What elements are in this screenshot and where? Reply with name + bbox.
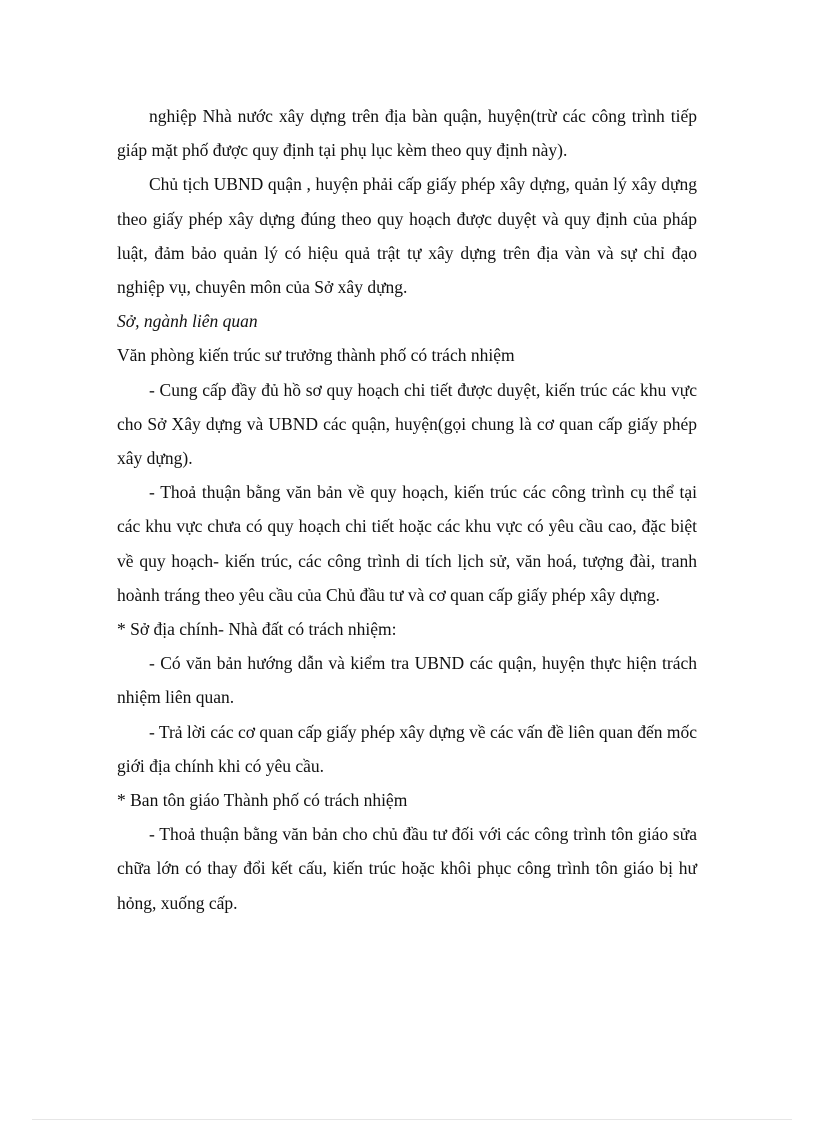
item-guide-and-inspect: - Có văn bản hướng dẫn và kiểm tra UBND các quận, huyện thực hiện trách nhiệm liên quan. xyxy=(117,653,697,708)
paragraph-district-chair-duties: Chủ tịch UBND quận , huyện phải cấp giấy phép xây dựng, quản lý xây dựng theo giấy phép xây dựng đúng theo quy hoạch được duyệt và quy định của pháp luật, đảm bảo quản lý có hiệu quả trật tự xây dựng trên địa vàn và sự chỉ đạo nghiệp vụ, chuyên môn của Sở xây dựng. xyxy=(117,174,697,298)
section-heading-related-agencies: Sở, ngành liên quan xyxy=(117,311,258,332)
heading-land-department: * Sở địa chính- Nhà đất có trách nhiệm: xyxy=(117,619,397,640)
document-body xyxy=(117,99,697,920)
paragraph-enterprise-scope: nghiệp Nhà nước xây dựng trên địa bàn quận, huyện(trừ các công trình tiếp giáp mặt phố được quy định tại phụ lục kèm theo quy định này). xyxy=(117,106,697,161)
item-agree-planning-architecture: - Thoả thuận bằng văn bản về quy hoạch, kiến trúc các công trình cụ thể tại các khu vực chưa có quy hoạch chi tiết hoặc các khu vực có yêu cầu cao, đặc biệt về quy hoạch- kiến trúc, các công trình di tích lịch sử, văn hoá, tượng đài, tranh hoành tráng theo yêu cầu của Chủ đầu tư và cơ quan cấp giấy phép xây dựng. xyxy=(117,482,697,605)
page-bottom-divider xyxy=(32,1119,792,1120)
item-provide-planning-records: - Cung cấp đầy đủ hồ sơ quy hoạch chi tiết được duyệt, kiến trúc các khu vực cho Sở Xây dựng và UBND các quận, huyện(gọi chung là cơ quan cấp giấy phép xây dựng). xyxy=(117,379,697,469)
heading-religion-board: * Ban tôn giáo Thành phố có trách nhiệm xyxy=(117,790,408,811)
item-answer-boundary-questions: - Trả lời các cơ quan cấp giấy phép xây dựng về các vấn đề liên quan đến mốc giới địa chính khi có yêu cầu. xyxy=(117,721,697,776)
heading-chief-architect-office: Văn phòng kiến trúc sư trưởng thành phố có trách nhiệm xyxy=(117,345,515,366)
item-religious-works-agreement: - Thoả thuận bằng văn bản cho chủ đầu tư đối với các công trình tôn giáo sửa chữa lớn có thay đổi kết cấu, kiến trúc hoặc khôi phục công trình tôn giáo bị hư hỏng, xuống cấp. xyxy=(117,824,697,913)
